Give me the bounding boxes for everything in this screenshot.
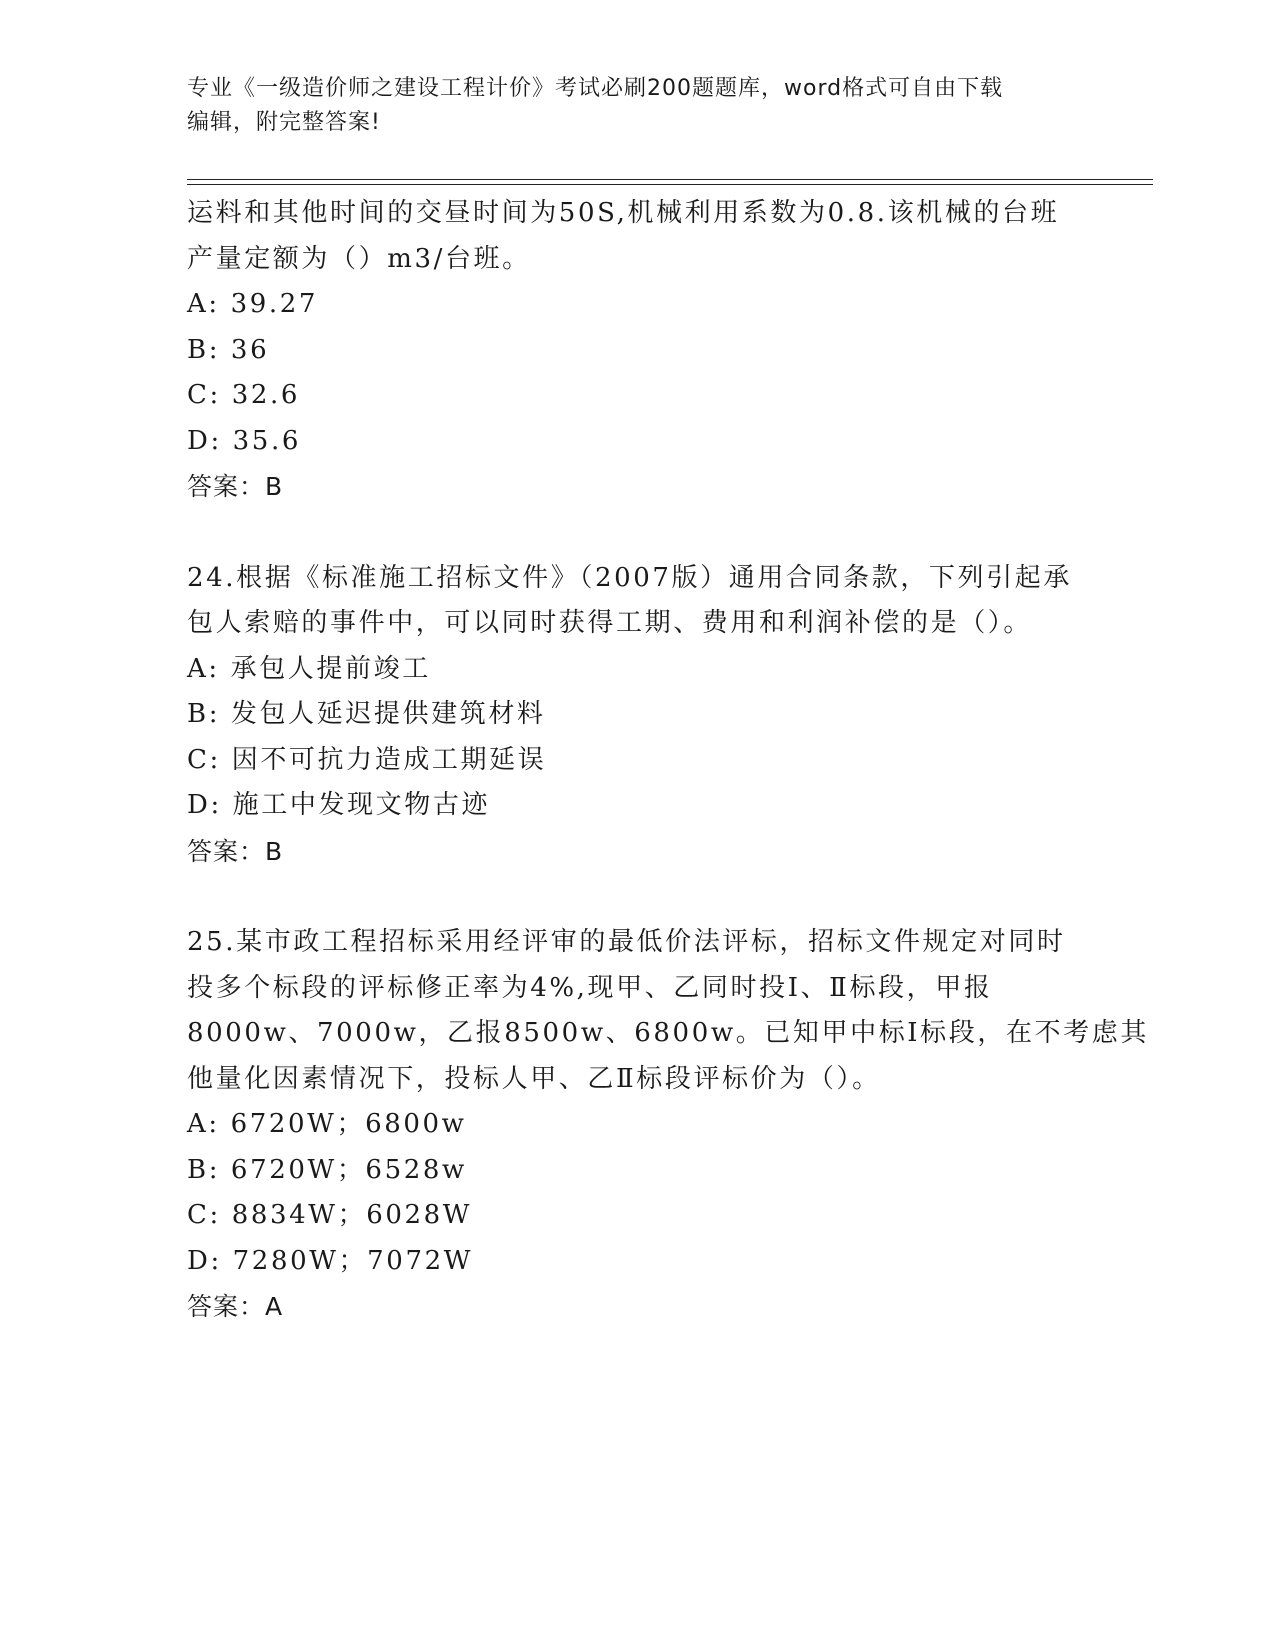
option-b: B: 发包人延迟提供建筑材料	[187, 699, 546, 729]
header-divider-top	[187, 179, 1153, 180]
answer-label: 答案：B	[187, 836, 284, 866]
option-b: B: 36	[187, 334, 270, 365]
question-25	[187, 920, 1149, 1330]
answer-label: 答案：B	[187, 472, 284, 501]
option-d: D: 35.6	[187, 425, 301, 456]
header-line-1: 专业《一级造价师之建设工程计价》考试必刷200题题库，word格式可自由下载	[187, 76, 1004, 101]
option-b: B: 6720W；6528w	[187, 1154, 467, 1185]
option-c: C: 8834W；6028W	[187, 1200, 473, 1230]
question-stem: 25.某市政工程招标采用经评审的最低价法评标，招标文件规定对同时	[187, 927, 1066, 957]
question-stem: 运料和其他时间的交昼时间为50S,机械利用系数为0.8.该机械的台班	[187, 198, 1060, 228]
question-stem: 他量化因素情况下，投标人甲、乙Ⅱ标段评标价为（）。	[187, 1063, 881, 1094]
answer-label: 答案：A	[187, 1292, 284, 1321]
question-24	[187, 556, 1087, 875]
header-line-2: 编辑，附完整答案!	[187, 110, 381, 135]
option-a: A: 承包人提前竣工	[187, 653, 431, 684]
question-spacer	[187, 874, 1087, 920]
question-stem: 24.根据《标准施工招标文件》（2007版）通用合同条款，下列引起承	[187, 562, 1072, 593]
option-d: D: 施工中发现文物古迹	[187, 790, 491, 820]
question-stem: 投多个标段的评标修正率为4%,现甲、乙同时投Ⅰ、Ⅱ标段，甲报	[187, 972, 993, 1003]
option-c: C: 32.6	[187, 380, 301, 410]
option-a: A: 6720W；6800w	[187, 1109, 467, 1139]
question-spacer	[187, 510, 1087, 556]
option-a: A: 39.27	[187, 289, 319, 319]
question-list	[187, 191, 1149, 1330]
question-stem: 8000w、7000w，乙报8500w、6800w。已知甲中标Ⅰ标段，在不考虑其	[187, 1018, 1149, 1048]
document-header	[187, 72, 1087, 140]
question-stem: 包人索赔的事件中，可以同时获得工期、费用和利润补偿的是（）。	[187, 608, 1033, 638]
question-stem: 产量定额为（）m3/台班。	[187, 243, 531, 274]
option-d: D: 7280W；7072W	[187, 1245, 474, 1276]
header-divider-bottom	[187, 184, 1153, 185]
question-23	[187, 191, 1087, 510]
option-c: C: 因不可抗力造成工期延误	[187, 744, 547, 775]
